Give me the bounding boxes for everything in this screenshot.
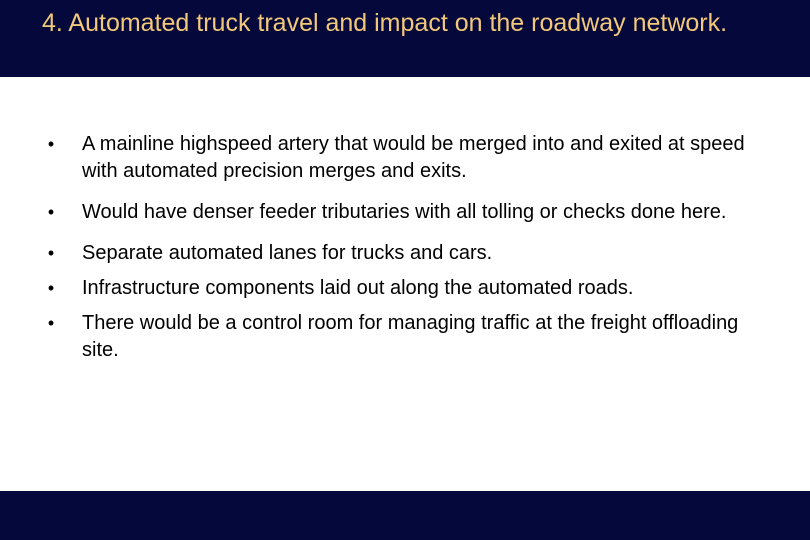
slide-title: 4. Automated truck travel and impact on the roadway network. bbox=[42, 9, 728, 37]
bullet-marker: • bbox=[47, 278, 55, 298]
bullet-marker: • bbox=[47, 202, 55, 222]
bullet-text: Infrastructure components laid out along the automated roads. bbox=[82, 277, 634, 299]
bullet-item bbox=[0, 199, 810, 226]
bullet-item bbox=[0, 240, 810, 267]
title-bar bbox=[0, 0, 810, 77]
footer-bar bbox=[0, 491, 810, 540]
bullet-marker: • bbox=[47, 243, 55, 263]
bullet-marker: • bbox=[47, 134, 55, 154]
bullet-text: Separate automated lanes for trucks and cars. bbox=[82, 242, 493, 264]
bullet-text: A mainline highspeed artery that would be merged into and exited at speed with automated precision merges and exits. bbox=[82, 133, 745, 182]
bullet-text: Would have denser feeder tributaries with all tolling or checks done here. bbox=[82, 201, 727, 223]
bullet-text: There would be a control room for managing traffic at the freight offloading site. bbox=[82, 312, 739, 361]
bullet-item bbox=[0, 275, 810, 302]
bullet-list bbox=[0, 131, 810, 378]
bullet-item bbox=[0, 310, 810, 364]
bullet-item bbox=[0, 131, 810, 185]
bullet-marker: • bbox=[47, 313, 55, 333]
